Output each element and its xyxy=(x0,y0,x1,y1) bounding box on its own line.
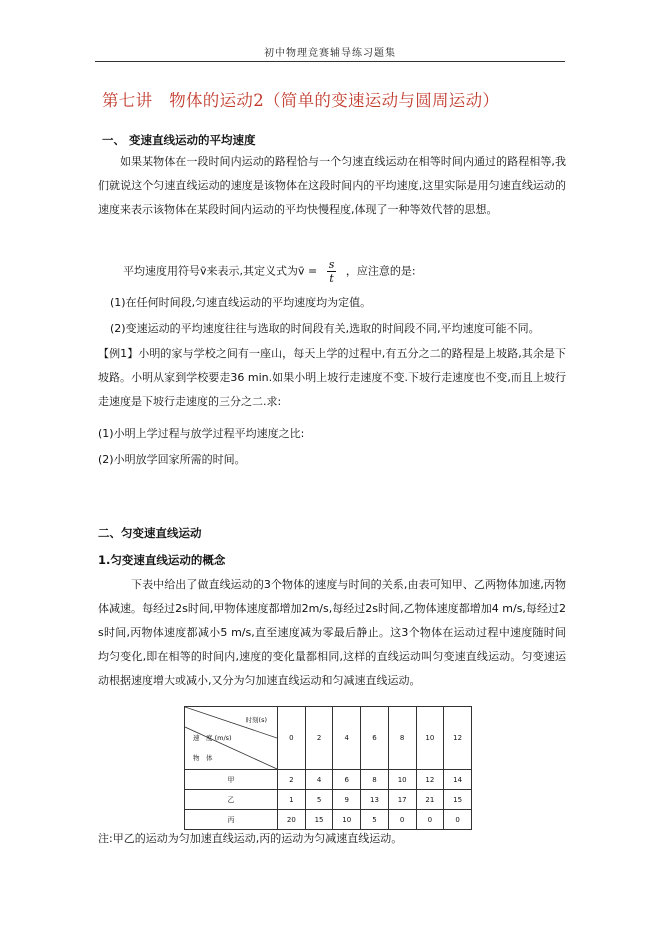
speed-value-cell: 2 xyxy=(278,770,306,790)
speed-value-cell: 20 xyxy=(278,810,306,830)
corner-unit-text: (m/s) xyxy=(214,734,232,742)
note-1: (1)在任何时间段,匀速直线运动的平均速度均为定值。 xyxy=(110,296,372,309)
fraction-numerator: s xyxy=(328,258,335,271)
section1-heading: 一、 变速直线运动的平均速度 xyxy=(102,133,256,147)
speed-value-cell: 15 xyxy=(305,810,333,830)
fraction-denominator: t xyxy=(329,272,334,285)
table-row xyxy=(185,790,472,810)
note-2: (2)变速运动的平均速度往往与选取的时间段有关,选取的时间段不同,平均速度可能不同。 xyxy=(110,322,540,335)
corner-speed-label xyxy=(193,733,232,742)
section2-subheading: 1.匀变速直线运动的概念 xyxy=(98,553,226,567)
average-speed-formula xyxy=(123,258,416,285)
example-1: 【例1】小明的家与学校之间有一座山，每天上学的过程中,有五分之二的路程是上坡路,其余是下坡路。小明从家到学校要走36 min.如果小明上坡行走速度不变.下坡行走速度也不变,而且上坡行走速度是下坡行走速度的三分之二.求: xyxy=(98,347,566,408)
time-header-cell: 0 xyxy=(278,707,306,770)
speed-value-cell: 13 xyxy=(361,790,389,810)
table-corner-cell xyxy=(185,707,278,770)
speed-value-cell: 15 xyxy=(444,790,472,810)
section2-note: 注:甲乙的运动为匀加速直线运动,丙的运动为匀减速直线运动。 xyxy=(98,832,403,845)
section2-heading: 二、匀变速直线运动 xyxy=(98,526,202,540)
speed-value-cell: 12 xyxy=(416,770,444,790)
speed-value-cell: 5 xyxy=(361,810,389,830)
speed-value-cell: 0 xyxy=(388,810,416,830)
speed-value-cell: 17 xyxy=(388,790,416,810)
time-header-cell: 10 xyxy=(416,707,444,770)
time-header-cell: 12 xyxy=(444,707,472,770)
object-name-cell: 甲 xyxy=(185,770,278,790)
question-2: (2)小明放学回家所需的时间。 xyxy=(98,453,246,466)
corner-speed-text: 速 度 xyxy=(193,734,213,742)
table-row xyxy=(185,810,472,830)
formula-suffix: ，应注意的是: xyxy=(345,264,416,278)
section1-paragraph: 如果某物体在一段时间内运动的路程恰与一个匀速直线运动在相等时间内通过的路程相等,我们就说这个匀速直线运动的速度是该物体在这段时间内的平均速度,这里实际是用匀速直线运动的速度来表示该物体在某段时间内运动的平均快慢程度,体现了一种等效代替的思想。 xyxy=(98,155,566,216)
lecture-title: 第七讲 物体的运动2（简单的变速运动与圆周运动） xyxy=(102,91,500,110)
speed-value-cell: 1 xyxy=(278,790,306,810)
speed-value-cell: 9 xyxy=(333,790,361,810)
running-header: 初中物理竞赛辅导练习题集 xyxy=(264,48,396,59)
s-over-t-fraction xyxy=(327,258,337,285)
speed-time-table xyxy=(184,706,472,830)
object-name-cell: 丙 xyxy=(185,810,278,830)
time-header-cell: 2 xyxy=(305,707,333,770)
corner-object-label: 物 体 xyxy=(193,754,213,762)
speed-value-cell: 0 xyxy=(444,810,472,830)
speed-value-cell: 10 xyxy=(388,770,416,790)
speed-value-cell: 10 xyxy=(333,810,361,830)
speed-value-cell: 21 xyxy=(416,790,444,810)
table-header-row xyxy=(185,707,472,770)
time-header-cell: 4 xyxy=(333,707,361,770)
corner-time-label: 时刻(s) xyxy=(245,716,267,724)
speed-value-cell: 0 xyxy=(416,810,444,830)
speed-value-cell: 6 xyxy=(333,770,361,790)
speed-value-cell: 5 xyxy=(305,790,333,810)
table-row xyxy=(185,770,472,790)
object-name-cell: 乙 xyxy=(185,790,278,810)
speed-value-cell: 14 xyxy=(444,770,472,790)
time-header-cell: 8 xyxy=(388,707,416,770)
formula-prefix: 平均速度用符号v̄来表示,其定义式为v̄ = xyxy=(123,264,318,278)
header-rule xyxy=(95,61,565,62)
question-1: (1)小明上学过程与放学过程平均速度之比: xyxy=(98,427,305,440)
time-header-cell: 6 xyxy=(361,707,389,770)
speed-value-cell: 8 xyxy=(361,770,389,790)
section2-paragraph: 下表中给出了做直线运动的3个物体的速度与时间的关系,由表可知甲、乙两物体加速,丙物体减速。每经过2s时间,甲物体速度都增加2m/s,每经过2s时间,乙物体速度都增加4 m/s,每经过2 s时间,丙物体速度都减小5 m/s,直至速度减为零最后静止。这3个物体在运动过程中速度随时间均匀变化,即在相等的时间内,速度的变化量都相同,这样的直线运动叫匀变速直线运动。匀变速运动根据速度增大或减小,又分为匀加速直线运动和匀减速直线运动。 xyxy=(98,578,566,687)
speed-value-cell: 4 xyxy=(305,770,333,790)
